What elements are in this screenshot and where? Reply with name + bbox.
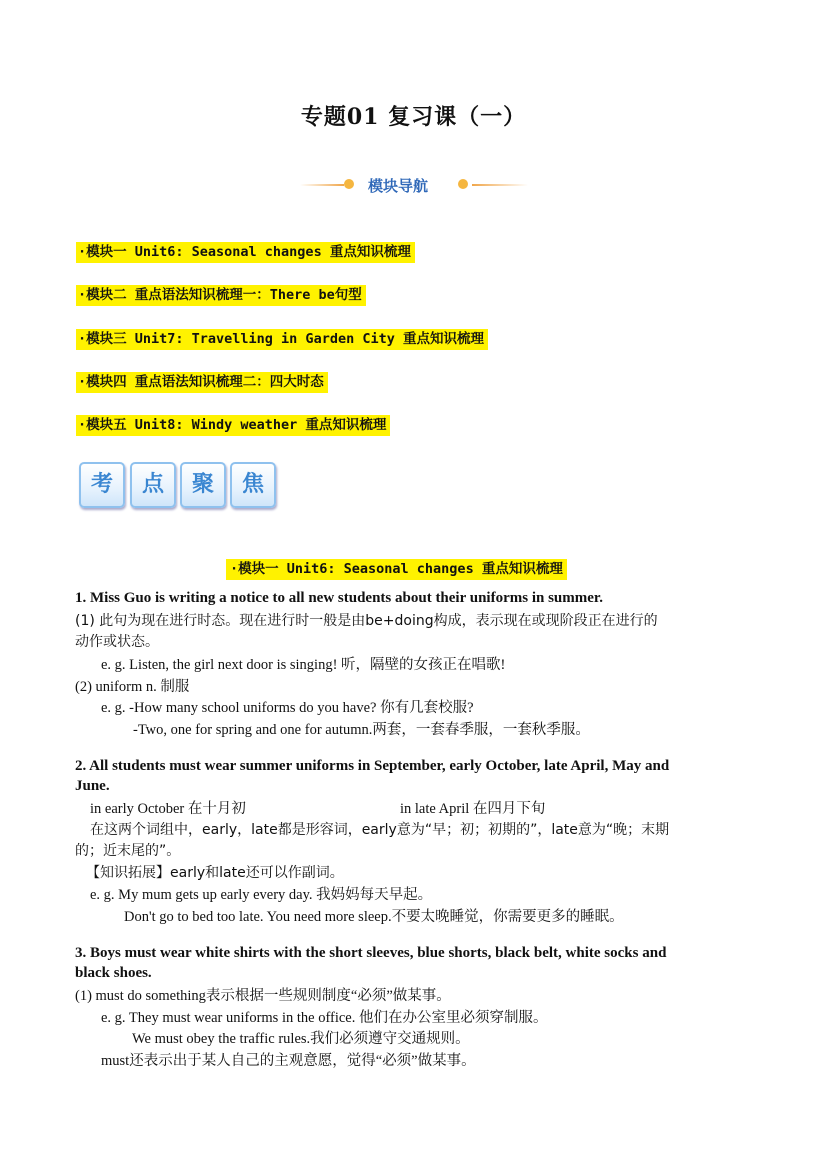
nav-dot-right-icon xyxy=(458,179,468,189)
section-heading: ·模块一 Unit6: Seasonal changes 重点知识梳理 xyxy=(226,557,567,577)
nav-divider-left xyxy=(300,184,344,186)
focus-tile: 点 xyxy=(130,462,176,508)
module-list-item-1: ·模块一 Unit6: Seasonal changes 重点知识梳理 xyxy=(76,240,415,260)
module-list-item-5: ·模块五 Unit8: Windy weather 重点知识梳理 xyxy=(76,413,390,433)
q2-line: 的；近末尾的”。 xyxy=(75,843,181,859)
focus-tile: 聚 xyxy=(180,462,226,508)
q1-line: 动作或状态。 xyxy=(75,634,159,650)
q1-line: -Two, one for spring and one for autumn.两套，一套春季服，一套秋季服。 xyxy=(133,722,590,738)
nav-dot-left-icon xyxy=(344,179,354,189)
q2-line: e. g. My mum gets up early every day. 我妈妈每天早起。 xyxy=(90,887,433,903)
module-list-item-2: ·模块二 重点语法知识梳理一：There be句型 xyxy=(76,283,366,303)
q3-title: 3. Boys must wear white shirts with the short sleeves, blue shorts, black belt, white socks and xyxy=(75,945,667,961)
focus-tile: 考 xyxy=(79,462,125,508)
page-title: 专题01 复习课（一） xyxy=(300,104,527,130)
q2-title: 2. All students must wear summer uniforms in September, early October, late April, May and xyxy=(75,758,670,774)
module-nav-header xyxy=(0,174,827,198)
q2-line: in early October 在十月初 xyxy=(90,801,246,817)
module-list-item-3: ·模块三 Unit7: Travelling in Garden City 重点知识梳理 xyxy=(76,327,488,347)
q1-line: e. g. -How many school uniforms do you have? 你有几套校服? xyxy=(101,700,474,716)
q3-title: black shoes. xyxy=(75,965,152,981)
nav-divider-right xyxy=(472,184,528,186)
module-list-item-4: ·模块四 重点语法知识梳理二：四大时态 xyxy=(76,370,328,390)
q2-line: 【知识拓展】early和late还可以作副词。 xyxy=(86,865,344,881)
q3-line: (1) must do something表示根据一些规则制度“必须”做某事。 xyxy=(75,988,451,1004)
q3-line: e. g. They must wear uniforms in the office. 他们在办公室里必须穿制服。 xyxy=(101,1010,548,1026)
q1-line: (1) 此句为现在进行时态。现在进行时一般是由be+doing构成，表示现在或现阶段正在进行的 xyxy=(75,613,658,629)
q3-line: We must obey the traffic rules.我们必须遵守交通规则。 xyxy=(132,1031,470,1047)
q1-line: (2) uniform n. 制服 xyxy=(75,679,190,695)
q2-line: in late April 在四月下旬 xyxy=(400,801,546,817)
q3-line: must还表示出于某人自己的主观意愿，觉得“必须”做某事。 xyxy=(101,1053,476,1069)
q1-line: e. g. Listen, the girl next door is singing! 听，隔壁的女孩正在唱歌! xyxy=(101,657,506,673)
nav-heading: 模块导航 xyxy=(368,177,429,195)
q2-line: 在这两个词组中，early，late都是形容词，early意为“早；初；初期的”，late意为“晚；末期 xyxy=(90,822,670,838)
q2-title: June. xyxy=(75,778,110,794)
q1-title: 1. Miss Guo is writing a notice to all new students about their uniforms in summer. xyxy=(75,590,603,606)
q2-line: Don't go to bed too late. You need more sleep.不要太晚睡觉，你需要更多的睡眠。 xyxy=(124,909,624,925)
focus-tile: 焦 xyxy=(230,462,276,508)
